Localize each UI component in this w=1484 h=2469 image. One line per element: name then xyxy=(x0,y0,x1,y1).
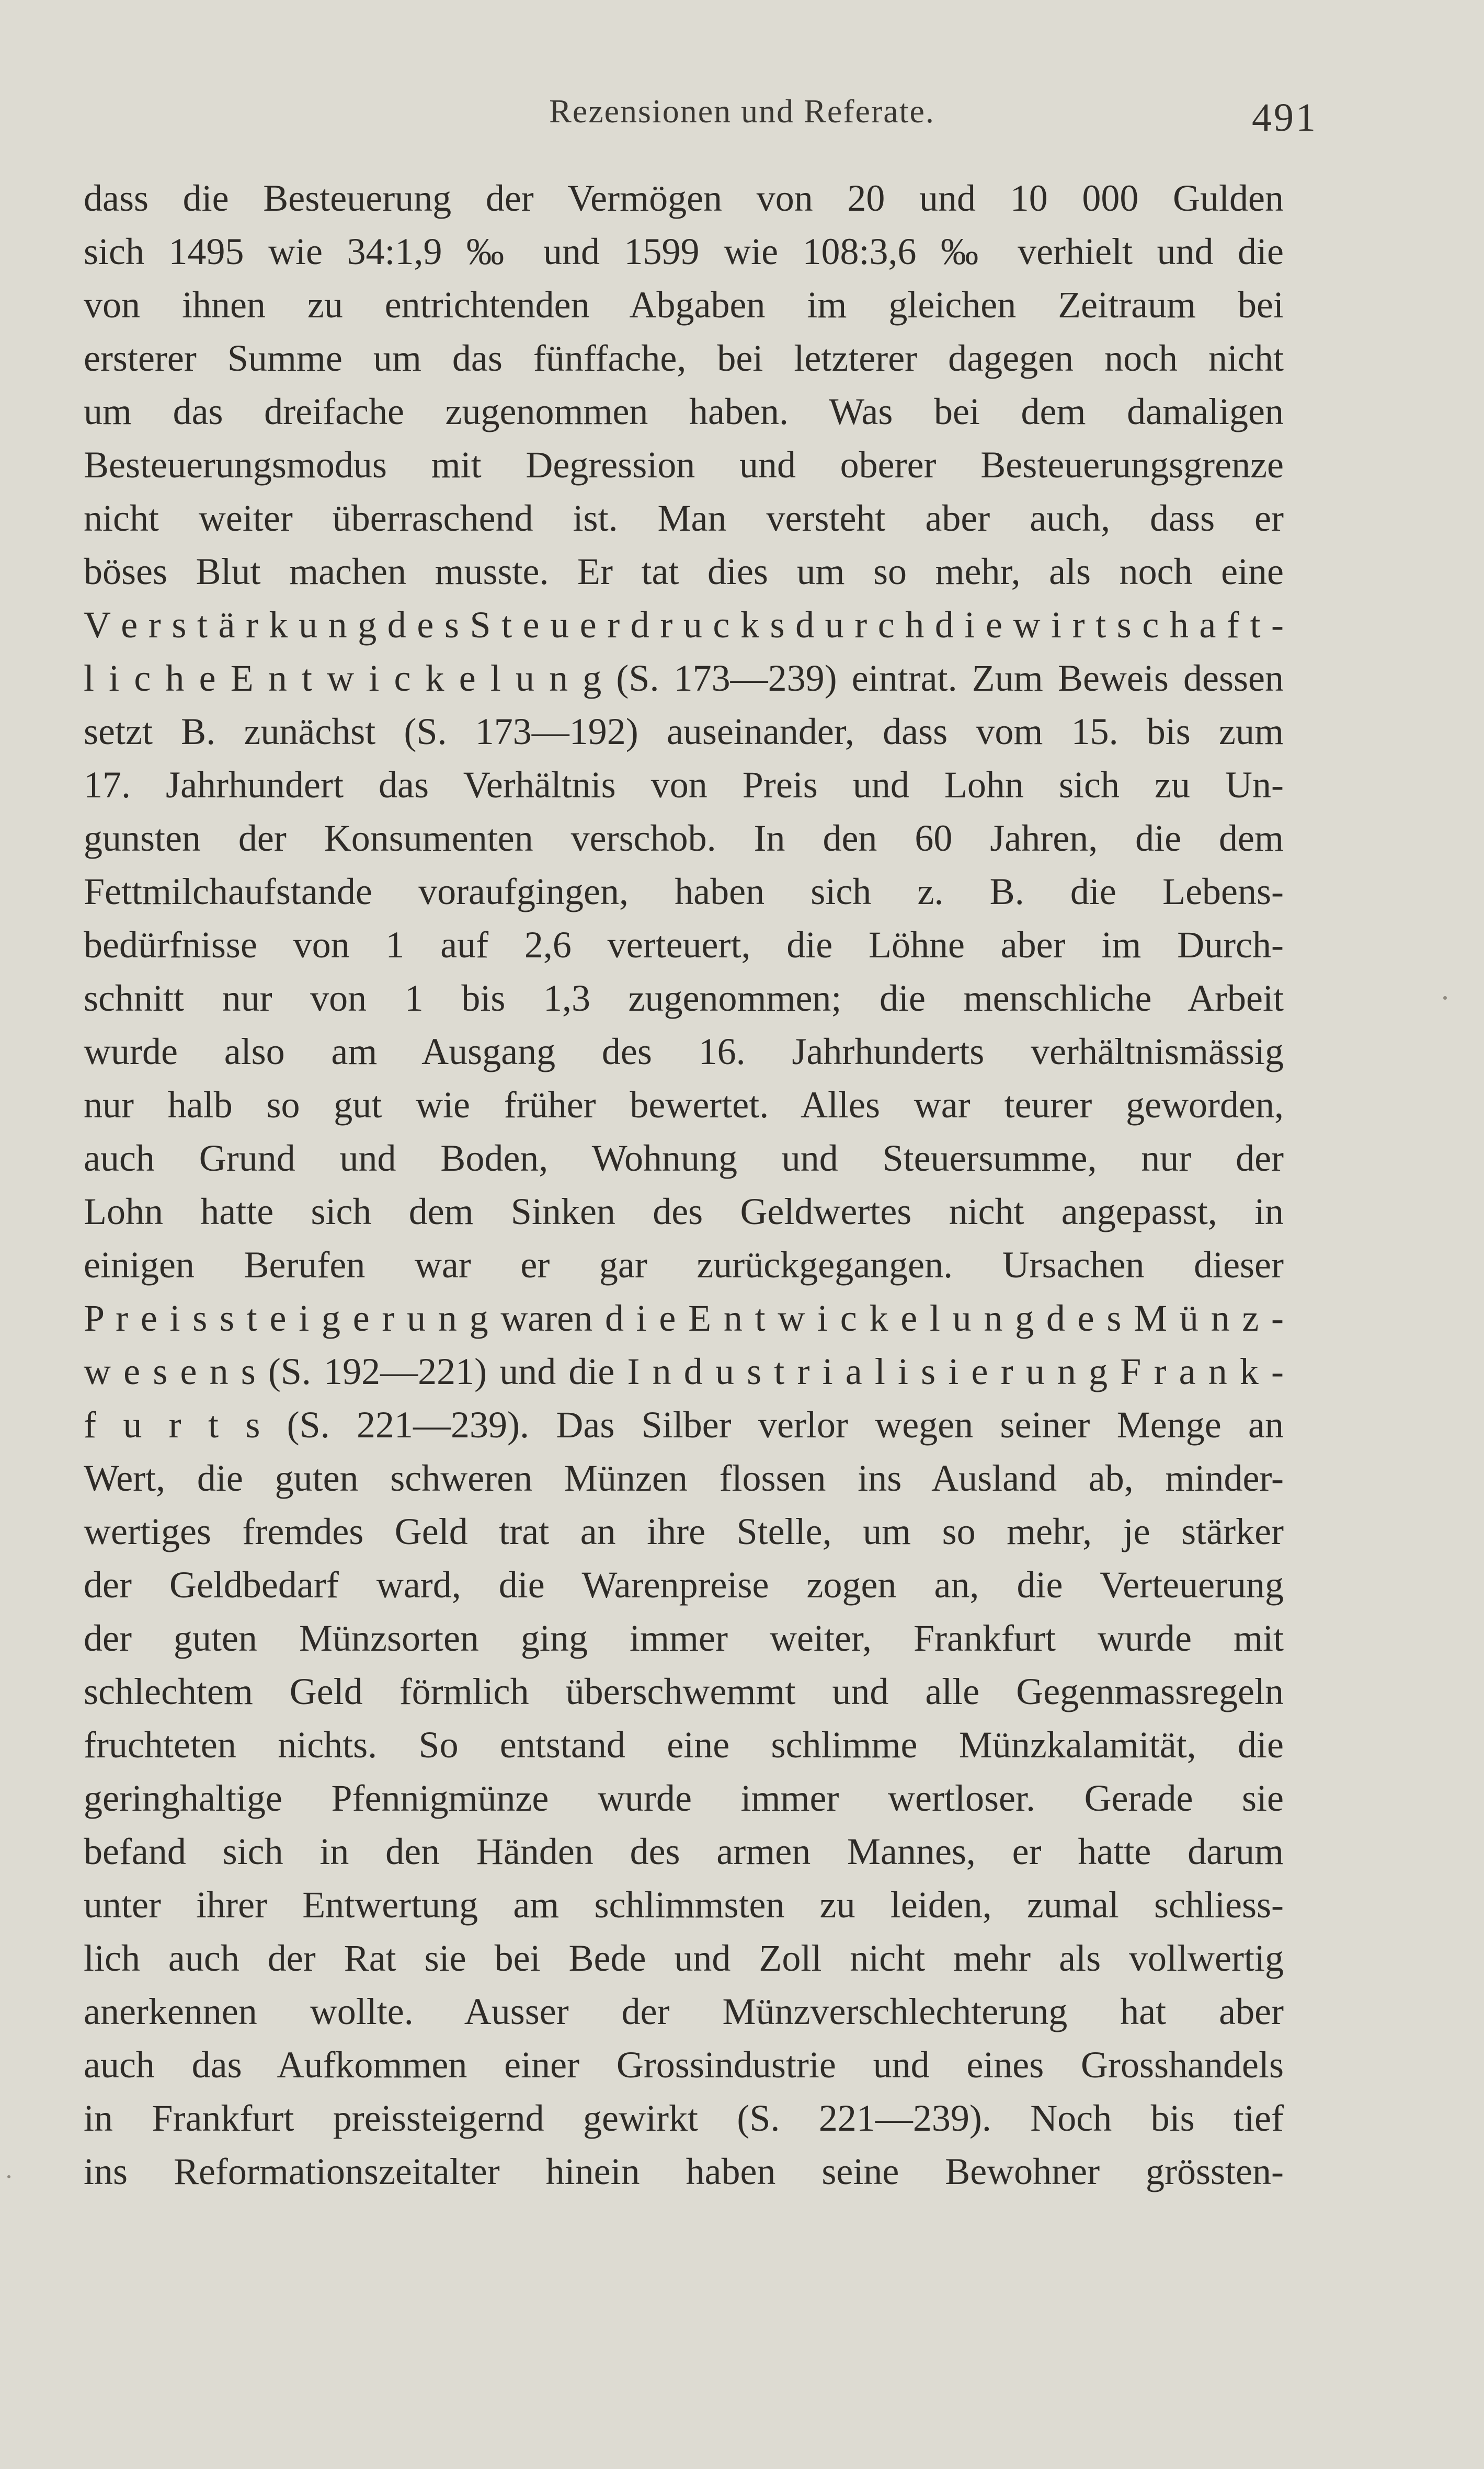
text-line: Fettmilchaufstande voraufgingen, haben sich z. B. die Lebens- xyxy=(84,871,1284,912)
text-line: um das dreifache zugenommen haben. Was bei dem damaligen xyxy=(84,391,1284,432)
text-line: wertiges fremdes Geld trat an ihre Stelle, um so mehr, je stärker xyxy=(84,1511,1284,1552)
text-line: gunsten der Konsumenten verschob. In den 60 Jahren, die dem xyxy=(84,817,1284,859)
text-line: ersterer Summe um das fünffache, bei letzterer dagegen noch nicht xyxy=(84,337,1284,379)
text-line: l i c h e E n t w i c k e l u n g (S. 173—239) eintrat. Zum Beweis dessen xyxy=(84,657,1284,699)
text-line: 17. Jahrhundert das Verhältnis von Preis und Lohn sich zu Un- xyxy=(84,764,1284,806)
text-line: von ihnen zu entrichtenden Abgaben im gleichen Zeitraum bei xyxy=(84,284,1284,326)
text-line: P r e i s s t e i g e r u n g waren d i e E n t w i c k e l u n g d e s M ü n z - xyxy=(84,1297,1284,1339)
text-line: der Geldbedarf ward, die Warenpreise zogen an, die Verteuerung xyxy=(84,1564,1284,1606)
text-line: nicht weiter überraschend ist. Man versteht aber auch, dass er xyxy=(84,497,1284,539)
text-line: der guten Münzsorten ging immer weiter, Frankfurt wurde mit xyxy=(84,1617,1284,1659)
text-line: anerkennen wollte. Ausser der Münzverschlechterung hat aber xyxy=(84,1991,1284,2032)
text-line: Lohn hatte sich dem Sinken des Geldwertes nicht angepasst, in xyxy=(84,1191,1284,1232)
text-line: böses Blut machen musste. Er tat dies um so mehr, als noch eine xyxy=(84,551,1284,592)
text-line: lich auch der Rat sie bei Bede und Zoll nicht mehr als vollwertig xyxy=(84,1937,1284,1979)
text-line: Besteuerungsmodus mit Degression und oberer Besteuerungsgrenze xyxy=(84,444,1284,486)
text-line: einigen Berufen war er gar zurückgegangen. Ursachen dieser xyxy=(84,1244,1284,1286)
text-line: Wert, die guten schweren Münzen flossen ins Ausland ab, minder- xyxy=(84,1457,1284,1499)
text-line: sich 1495 wie 34:1,9 ‰ und 1599 wie 108:3,6 ‰ verhielt und die xyxy=(84,231,1284,272)
running-title: Rezensionen und Referate. xyxy=(549,93,935,130)
text-line: fruchteten nichts. So entstand eine schlimme Münzkalamität, die xyxy=(84,1724,1284,1766)
text-line: dass die Besteuerung der Vermögen von 20 und 10 000 Gulden xyxy=(84,177,1284,219)
text-line: w e s e n s (S. 192—221) und die I n d u s t r i a l i s i e r u n g F r a n k - xyxy=(84,1351,1284,1392)
text-line: auch Grund und Boden, Wohnung und Steuersumme, nur der xyxy=(84,1137,1284,1179)
page-number: 491 xyxy=(1252,96,1318,140)
text-line: in Frankfurt preissteigernd gewirkt (S. 221—239). Noch bis tief xyxy=(84,2097,1284,2139)
paper-speck xyxy=(1443,996,1447,1000)
paper-speck xyxy=(7,2175,10,2178)
body-text xyxy=(84,172,1284,2198)
text-line: unter ihrer Entwertung am schlimmsten zu leiden, zumal schliess- xyxy=(84,1884,1284,1926)
text-line: schnitt nur von 1 bis 1,3 zugenommen; die menschliche Arbeit xyxy=(84,977,1284,1019)
text-line: f u r t s (S. 221—239). Das Silber verlor wegen seiner Menge an xyxy=(84,1404,1284,1446)
text-line: ins Reformationszeitalter hinein haben seine Bewohner grössten- xyxy=(84,2151,1284,2192)
text-line: befand sich in den Händen des armen Mannes, er hatte darum xyxy=(84,1831,1284,1872)
text-line: wurde also am Ausgang des 16. Jahrhunderts verhältnismässig xyxy=(84,1031,1284,1072)
text-line: schlechtem Geld förmlich überschwemmt und alle Gegenmassregeln xyxy=(84,1671,1284,1712)
text-line: geringhaltige Pfennigmünze wurde immer wertloser. Gerade sie xyxy=(84,1777,1284,1819)
text-line: setzt B. zunächst (S. 173—192) auseinander, dass vom 15. bis zum xyxy=(84,711,1284,752)
text-line: V e r s t ä r k u n g d e s S t e u e r d r u c k s d u r c h d i e w i r t s c h a f t - xyxy=(84,604,1284,646)
text-line: bedürfnisse von 1 auf 2,6 verteuert, die Löhne aber im Durch- xyxy=(84,924,1284,966)
text-line: nur halb so gut wie früher bewertet. Alles war teurer geworden, xyxy=(84,1084,1284,1126)
text-line: auch das Aufkommen einer Grossindustrie und eines Grosshandels xyxy=(84,2044,1284,2086)
